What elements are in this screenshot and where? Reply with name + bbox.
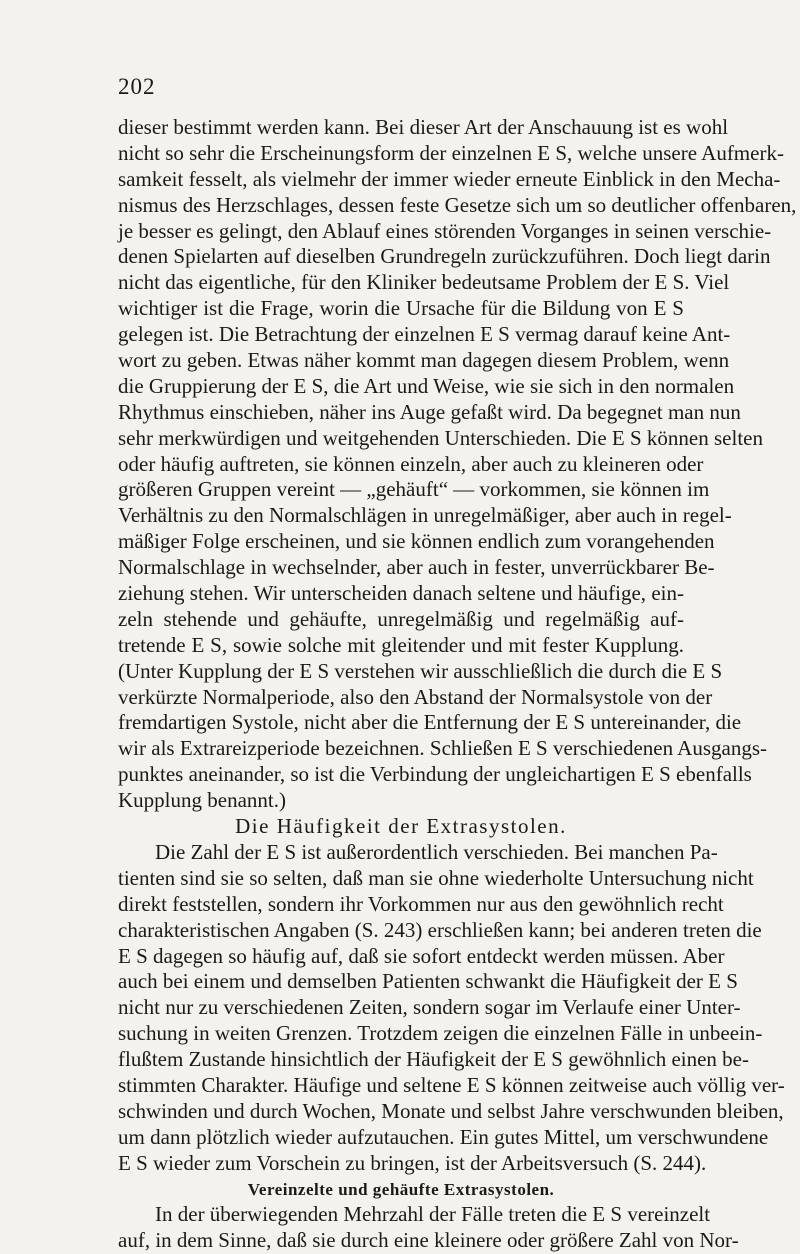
text-line: E S wieder zum Vorschein zu bringen, ist der Arbeitsversuch (S. 244). <box>118 1150 707 1175</box>
text-line: wort zu geben. Etwas näher kommt man dagegen diesem Problem, wenn <box>118 348 730 373</box>
section-heading: Die Häufigkeit der Extrasystolen. <box>235 814 567 839</box>
text-line: Normalschlage in wechselnder, aber auch in fester, unverrückbarer Be- <box>118 555 715 580</box>
text-line: ziehung stehen. Wir unterscheiden danach seltene und häufige, ein- <box>118 581 684 606</box>
text-line: je besser es gelingt, den Ablauf eines störenden Vorganges in seinen verschie- <box>118 218 772 243</box>
text-line: nicht nur zu verschiedenen Zeiten, sondern sogar im Verlaufe einer Unter- <box>118 995 741 1020</box>
text-line: sehr merkwürdigen und weitgehenden Unterschieden. Die E S können selten <box>118 425 763 450</box>
text-line: die Gruppierung der E S, die Art und Weise, wie sie sich in den normalen <box>118 373 735 398</box>
text-line: dieser bestimmt werden kann. Bei dieser Art der Anschauung ist es wohl <box>118 115 729 139</box>
text-line: charakteristischen Angaben (S. 243) erschließen kann; bei anderen treten die <box>118 917 762 942</box>
text-line: tretende E S, sowie solche mit gleitender und mit fester Kupplung. <box>118 632 684 657</box>
text-line: In der überwiegenden Mehrzahl der Fälle treten die E S vereinzelt <box>155 1202 711 1227</box>
text-line: denen Spielarten auf dieselben Grundregeln zurückzuführen. Doch liegt darin <box>118 244 771 269</box>
text-line: größeren Gruppen vereint — „gehäuft“ — vorkommen, sie können im <box>118 477 710 502</box>
page-number: 202 <box>118 74 156 99</box>
text-line: nismus des Herzschlages, dessen feste Gesetze sich um so deutlicher offenbaren, <box>118 192 797 217</box>
text-line: suchung in weiten Grenzen. Trotzdem zeigen die einzelnen Fälle in unbeein- <box>118 1021 763 1046</box>
text-line: mäßiger Folge erscheinen, und sie können endlich zum vorangehenden <box>118 529 715 554</box>
text-line: Verhältnis zu den Normalschlägen in unregelmäßiger, aber auch in regel- <box>118 503 732 528</box>
text-line: gelegen ist. Die Betrachtung der einzelnen E S vermag darauf keine Ant- <box>118 322 731 347</box>
text-line: nicht das eigentliche, für den Kliniker bedeutsame Problem der E S. Viel <box>118 270 730 295</box>
text-line: um dann plötzlich wieder aufzutauchen. Ein gutes Mittel, um verschwundene <box>118 1124 769 1149</box>
text-line: wir als Extrareizperiode bezeichnen. Schließen E S verschiedenen Ausgangs- <box>118 736 768 761</box>
text-line: tienten sind sie so selten, daß man sie ohne wiederholte Untersuchung nicht <box>118 865 754 890</box>
text-line: direkt feststellen, sondern ihr Vorkommen nur aus den gewöhnlich recht <box>118 891 724 916</box>
text-line: zeln stehende und gehäufte, unregelmäßig und regelmäßig auf- <box>118 606 684 631</box>
section-subheading: Vereinzelte und gehäufte Extrasystolen. <box>247 1179 555 1199</box>
text-line: Rhythmus einschieben, näher ins Auge gefaßt wird. Da begegnet man nun <box>118 399 741 424</box>
text-line: stimmten Charakter. Häufige und seltene E S können zeitweise auch völlig ver- <box>118 1072 785 1097</box>
text-line: flußtem Zustande hinsichtlich der Häufigkeit der E S gewöhnlich einen be- <box>118 1047 749 1072</box>
body-text <box>118 115 797 1254</box>
text-line: wichtiger ist die Frage, worin die Ursache für die Bildung von E S <box>118 296 684 321</box>
text-line: punktes aneinander, so ist die Verbindung der ungleichartigen E S ebenfalls <box>118 762 752 787</box>
text-line: nicht so sehr die Erscheinungsform der einzelnen E S, welche unsere Aufmerk- <box>118 140 784 165</box>
text-line: schwinden und durch Wochen, Monate und selbst Jahre verschwunden bleiben, <box>118 1098 784 1123</box>
text-line: Kupplung benannt.) <box>118 788 286 813</box>
text-line: E S dagegen so häufig auf, daß sie sofort entdeckt werden müssen. Aber <box>118 943 725 968</box>
text-line: auch bei einem und demselben Patienten schwankt die Häufigkeit der E S <box>118 969 738 994</box>
text-line: Die Zahl der E S ist außerordentlich verschieden. Bei manchen Pa- <box>155 839 718 864</box>
text-line: oder häufig auftreten, sie können einzeln, aber auch zu kleineren oder <box>118 451 704 476</box>
text-line: fremdartigen Systole, nicht aber die Entfernung der E S untereinander, die <box>118 710 742 735</box>
text-line: (Unter Kupplung der E S verstehen wir ausschließlich die durch die E S <box>118 658 723 683</box>
text-line: verkürzte Normalperiode, also den Abstand der Normalsystole von der <box>118 684 713 709</box>
text-line: samkeit fesselt, als vielmehr der immer wieder erneute Einblick in den Mecha- <box>118 166 781 191</box>
text-line: auf, in dem Sinne, daß sie durch eine kleinere oder größere Zahl von Nor- <box>118 1228 739 1253</box>
